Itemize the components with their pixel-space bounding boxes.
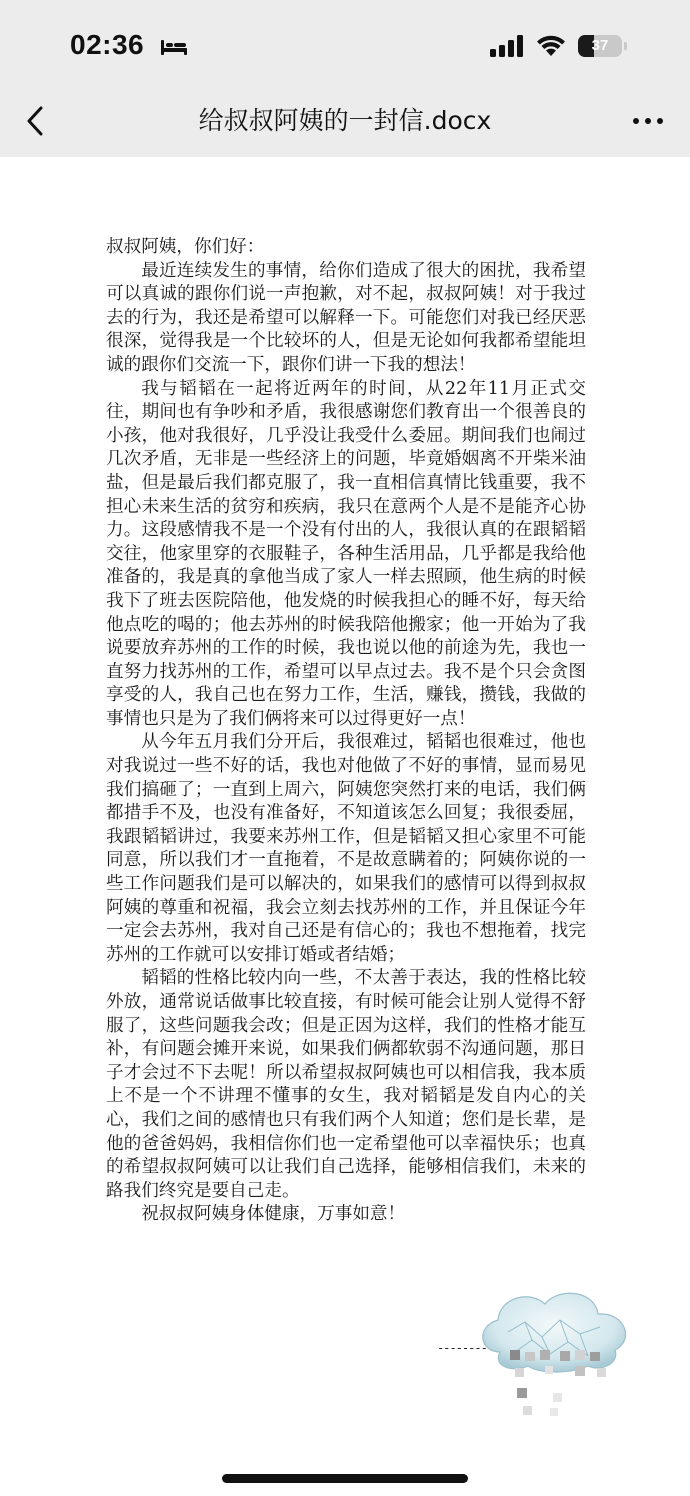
letter-closing: 祝叔叔阿姨身体健康，万事如意！ bbox=[141, 1204, 406, 1225]
letter-paragraph: 韬韬的性格比较内向一些，不太善于表达，我的性格比较外放，通常说话做事比较直接，有时候可能会让别人觉得不舒服了，这些问题我会改；但是正因为这样，我们的性格才能互补，有问题会摊开来说，如果我们俩都软弱不沟通问题，那日子才会过不下去呢！所以希望叔叔阿姨也可以相信我，我本质上不是一个不讲理不懂事的女生，我对韬韬是发自内心的关心，我们之间的感情也只有我们两个人知道；您们是长辈，是他的爸爸妈妈，我相信你们也一定希望他可以幸福快乐；也真的希望叔叔阿姨可以让我们自己选择，能够相信我们，未来的路我们终究是要自己走。 bbox=[106, 968, 586, 1201]
cellular-signal-icon bbox=[490, 35, 526, 57]
wifi-icon bbox=[535, 33, 567, 57]
letter-paragraph: 我与韬韬在一起将近两年的时间，从22年11月正式交往，期间也有争吵和矛盾，我很感谢您们教育出一个很善良的小孩，他对我很好，几乎没让我受什么委屈。期间我们也闹过几次矛盾，无非是一些经济上的问题，毕竟婚姻离不开柴米油盐，但是最后我们都克服了，我一直相信真情比钱重要，我不担心未来生活的贫穷和疾病，我只在意两个人是不是能齐心协力。这段感情我不是一个没有付出的人，我很认真的在跟韬韬交往，他家里穿的衣服鞋子，各种生活用品，几乎都是我给他准备的，我是真的拿他当成了家人一样去照顾，他生病的时候我下了班去医院陪他，他发烧的时候我担心的睡不好，每天给他点吃的喝的；他去苏州的时候我陪他搬家；他一开始为了我说要放弃苏州的工作的时候，我也说以他的前途为先，我也一直努力找苏州的工作，希望可以早点过去。我不是个只会贪图享受的人，我自己也在努力工作，生活，赚钱，攒钱，我做的事情也只是为了我们俩将来可以过得更好一点！ bbox=[106, 378, 586, 729]
home-indicator[interactable] bbox=[222, 1474, 468, 1483]
app-header bbox=[0, 0, 690, 157]
letter-greeting: 叔叔阿姨，你们好： bbox=[106, 237, 265, 257]
chevron-left-icon bbox=[29, 108, 41, 134]
ellipsis-icon bbox=[633, 118, 663, 124]
pixelated-signature-icon bbox=[505, 1348, 615, 1423]
more-options-button[interactable] bbox=[628, 108, 668, 134]
status-bar bbox=[0, 0, 690, 95]
bed-icon bbox=[160, 38, 188, 56]
letter-paragraph: 最近连续发生的事情，给你们造成了很大的困扰，我希望可以真诚的跟你们说一声抱歉，对不起，叔叔阿姨！对于我过去的行为，我还是希望可以解释一下。可能您们对我已经厌恶很深，觉得我是一个比较坏的人，但是无论如何我都希望能坦诚的跟你们交流一下，跟你们讲一下我的想法！ bbox=[106, 260, 586, 375]
signature-line: -------- bbox=[437, 1341, 487, 1355]
letter-paragraph: 从今年五月我们分开后，我很难过，韬韬也很难过，他也对我说过一些不好的话，我也对他做了不好的事情，显而易见我们搞砸了；一直到上周六，阿姨您突然打来的电话，我们俩都措手不及，也没有准备好，不知道该怎么回复；我很委屈，我跟韬韬讲过，我要来苏州工作，但是韬韬又担心家里不可能同意，所以我们才一直拖着，不是故意瞒着的；阿姨你说的一些工作问题我们是可以解决的，如果我们的感情可以得到叔叔阿姨的尊重和祝福，我会立刻去找苏州的工作，并且保证今年一定会去苏州，我对自己还是有信心的；我也不想拖着，找完苏州的工作就可以安排订婚或者结婚； bbox=[106, 732, 586, 965]
battery-nub bbox=[624, 42, 627, 50]
battery-icon bbox=[578, 35, 622, 57]
battery-percentage: 37 bbox=[591, 37, 609, 54]
letter-body bbox=[106, 236, 586, 1227]
status-time: 02:36 bbox=[70, 29, 145, 60]
document-title: 给叔叔阿姨的一封信.docx bbox=[198, 106, 492, 135]
back-button[interactable] bbox=[20, 103, 50, 139]
